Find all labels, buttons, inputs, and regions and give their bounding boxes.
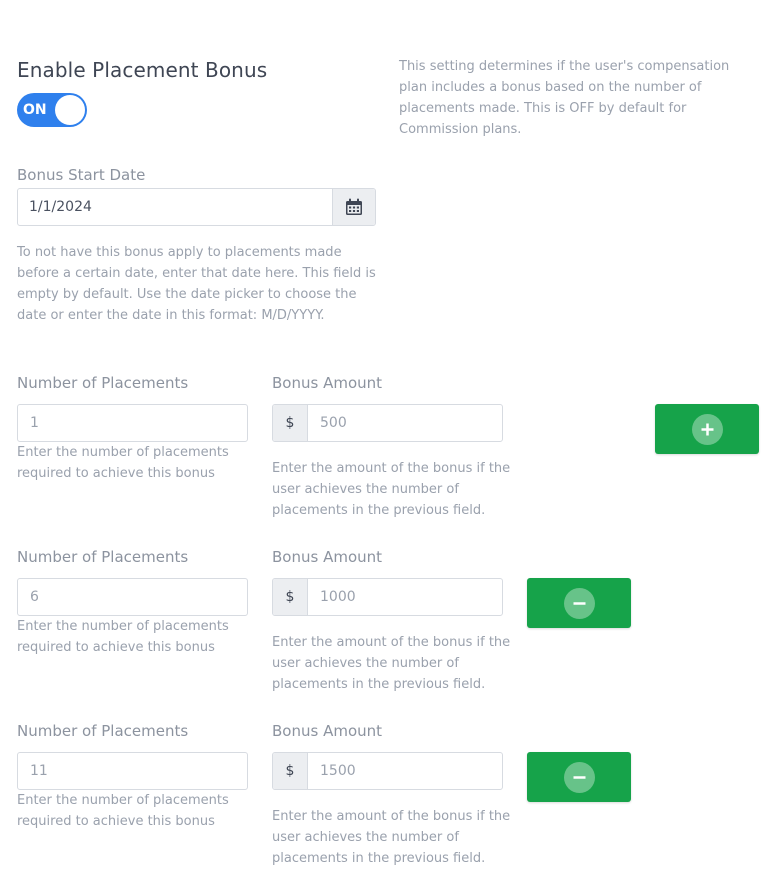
tier-3-placements-label: Number of Placements	[17, 722, 189, 740]
tier-2-placements-input[interactable]: 6	[17, 578, 248, 616]
currency-symbol: $	[273, 753, 308, 789]
tier-1-placements-help-text: Enter the number of placements required to achieve this bonus	[17, 445, 229, 481]
remove-tier-2-button[interactable]	[527, 578, 631, 628]
tier-3-amount-help-text: Enter the amount of the bonus if the user achieves the number of placements in the previous field.	[272, 809, 511, 866]
tier-2-amount-input[interactable]: 1000	[320, 589, 356, 605]
remove-icon-circle	[564, 588, 595, 619]
calendar-icon	[345, 198, 363, 216]
tier-3-amount-field[interactable]	[272, 752, 503, 790]
add-icon-circle	[692, 414, 723, 445]
enable-placement-bonus-toggle[interactable]	[17, 93, 87, 127]
tier-1-amount-field[interactable]	[272, 404, 503, 442]
tier-2-placements-help-text: Enter the number of placements required to achieve this bonus	[17, 619, 229, 655]
tier-1-placements-input[interactable]: 1	[17, 404, 248, 442]
date-picker-button[interactable]	[332, 189, 375, 225]
minus-icon	[573, 597, 586, 610]
bonus-start-date-label: Bonus Start Date	[17, 166, 146, 184]
tier-2-amount-help-text: Enter the amount of the bonus if the user achieves the number of placements in the previous field.	[272, 635, 511, 692]
tier-2-amount-field[interactable]	[272, 578, 503, 616]
tier-3-amount-input[interactable]: 1500	[320, 763, 356, 779]
add-tier-button[interactable]	[655, 404, 759, 454]
minus-icon	[573, 771, 586, 784]
plus-icon	[701, 423, 714, 436]
currency-symbol: $	[273, 405, 308, 441]
tier-3-amount-label: Bonus Amount	[272, 722, 383, 740]
toggle-state-label: ON	[23, 102, 47, 118]
tier-1-placements-label: Number of Placements	[17, 374, 189, 392]
tier-2-placements-label: Number of Placements	[17, 548, 189, 566]
bonus-start-date-field[interactable]	[17, 188, 376, 226]
remove-icon-circle	[564, 762, 595, 793]
tier-3-placements-input[interactable]: 11	[17, 752, 248, 790]
currency-symbol: $	[273, 579, 308, 615]
tier-1-amount-input[interactable]: 500	[320, 415, 347, 431]
enable-placement-bonus-title: Enable Placement Bonus	[17, 58, 268, 82]
tier-1-amount-label: Bonus Amount	[272, 374, 383, 392]
bonus-start-date-input[interactable]: 1/1/2024	[29, 199, 92, 215]
tier-2-amount-label: Bonus Amount	[272, 548, 383, 566]
remove-tier-3-button[interactable]	[527, 752, 631, 802]
tier-1-amount-help-text: Enter the amount of the bonus if the user achieves the number of placements in the previous field.	[272, 461, 511, 518]
toggle-knob	[55, 95, 85, 125]
enable-bonus-help-text: This setting determines if the user's compensation plan includes a bonus based on the number of placements made. This is OFF by default for Commission plans.	[399, 59, 730, 137]
bonus-start-date-help-text: To not have this bonus apply to placements made before a certain date, enter that date here. This field is empty by default. Use the date picker to choose the date or enter the date in this format: M/D/YYYY.	[17, 245, 376, 323]
tier-3-placements-help-text: Enter the number of placements required to achieve this bonus	[17, 793, 229, 829]
